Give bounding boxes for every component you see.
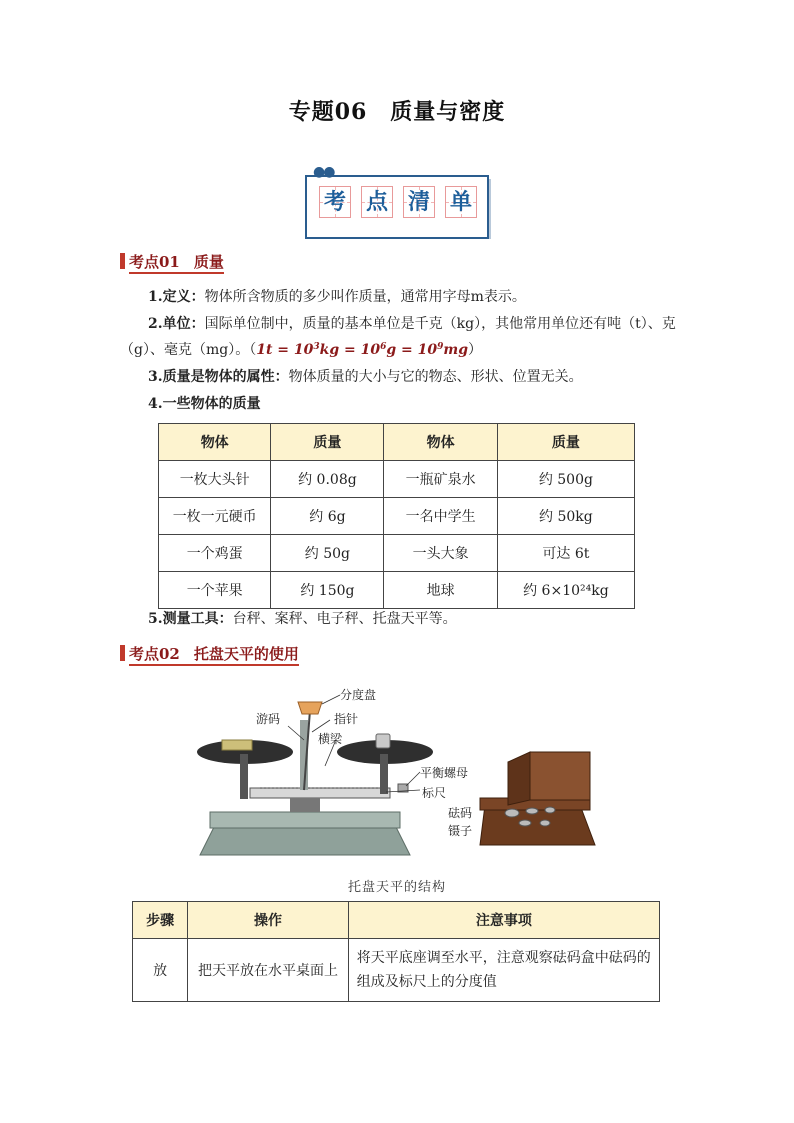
section-heading-2: 考点02 托盘天平的使用: [120, 643, 299, 664]
table-cell: 地球: [384, 572, 497, 609]
table-row: [159, 572, 635, 609]
table-cell: 一枚一元硬币: [159, 498, 271, 535]
table-cell: 一头大象: [384, 535, 497, 572]
table-cell: 将天平底座调至水平，注意观察砝码盒中砝码的组成及标尺上的分度值: [348, 939, 659, 1002]
table-row: [159, 461, 635, 498]
table-cell: 约 500g: [497, 461, 634, 498]
table-cell: 把天平放在水平桌面上: [188, 939, 348, 1002]
table-header-cell: 质量: [271, 424, 384, 461]
heading-marker: [120, 645, 125, 661]
balance-structure-figure: [190, 680, 610, 880]
table-header-cell: 注意事项: [348, 902, 659, 939]
section-heading-1: 考点01 质量: [120, 251, 224, 272]
label-weights: 砝码: [448, 806, 473, 820]
table-row: [133, 939, 660, 1002]
tray-balance-illustration: [190, 680, 610, 880]
weight-box-illustration: [480, 752, 595, 845]
table-cell: 可达 6t: [497, 535, 634, 572]
badge-char: 点: [361, 186, 393, 218]
property-paragraph: 3.质量是物体的属性：物体质量的大小与它的物态、形状、位置无关。: [148, 369, 583, 385]
table-header-cell: 操作: [188, 902, 348, 939]
badge-char: 清: [403, 186, 435, 218]
table-header-row: [159, 424, 635, 461]
figure-caption: 托盘天平的结构: [347, 880, 446, 895]
table-row: [159, 498, 635, 535]
table-cell: 约 50g: [271, 535, 384, 572]
table-cell: 一瓶矿泉水: [384, 461, 497, 498]
table-cell: 约 50kg: [497, 498, 634, 535]
key-points-badge: [305, 164, 489, 236]
table-cell: 约 6×10²⁴kg: [497, 572, 634, 609]
table-cell: 一名中学生: [384, 498, 497, 535]
unit-conversion-formula: $1t = 10^3kg = 10^6g = 10^9mg$: [256, 342, 468, 358]
label-balance-nut: 平衡螺母: [420, 766, 469, 780]
table-header-cell: 步骤: [133, 902, 188, 939]
table-cell: 约 0.08g: [271, 461, 384, 498]
table-header-row: [133, 902, 660, 939]
label-rider: 游码: [256, 712, 281, 726]
label-dial: 分度盘: [340, 688, 377, 702]
unit-paragraph: 2.单位：国际单位制中，质量的基本单位是千克（kg），其他常用单位还有吨（t）、克 （g）、毫克（mg）。$(1t = 10^3kg = 10^6g = 10^9mg)$: [148, 311, 678, 337]
table-cell: 一枚大头针: [159, 461, 271, 498]
table-header-cell: 物体: [384, 424, 497, 461]
badge-rings-icon: ●●: [313, 164, 334, 180]
mass-examples-table: [158, 423, 635, 609]
balance-steps-table: [132, 901, 660, 1002]
label-scale: 标尺: [422, 786, 447, 800]
badge-char: 考: [319, 186, 351, 218]
badge-char: 单: [445, 186, 477, 218]
table-cell: 约 150g: [271, 572, 384, 609]
label-pointer: 指针: [334, 712, 359, 726]
table-header-cell: 物体: [159, 424, 271, 461]
page-title: 专题06 质量与密度: [288, 99, 506, 125]
table-cell: 约 6g: [271, 498, 384, 535]
definition-paragraph: 1.定义：物体所含物质的多少叫作质量，通常用字母m表示。: [148, 289, 526, 305]
table-row: [159, 535, 635, 572]
table-cell: 一个鸡蛋: [159, 535, 271, 572]
table-cell: 一个苹果: [159, 572, 271, 609]
table-header-cell: 质量: [497, 424, 634, 461]
unit-paragraph-continuation: （g）、毫克（mg）。$(1t = 10^3kg = 10^6g = 10^9mg)$: [120, 342, 482, 358]
tools-paragraph: 5.测量工具：台秤、案秤、电子秤、托盘天平等。: [148, 611, 457, 627]
label-beam: 横梁: [318, 732, 343, 746]
table-cell: 放: [133, 939, 188, 1002]
examples-heading: 4.一些物体的质量: [148, 396, 261, 412]
heading-marker: [120, 253, 125, 269]
label-tweezers: 镊子: [448, 824, 473, 838]
